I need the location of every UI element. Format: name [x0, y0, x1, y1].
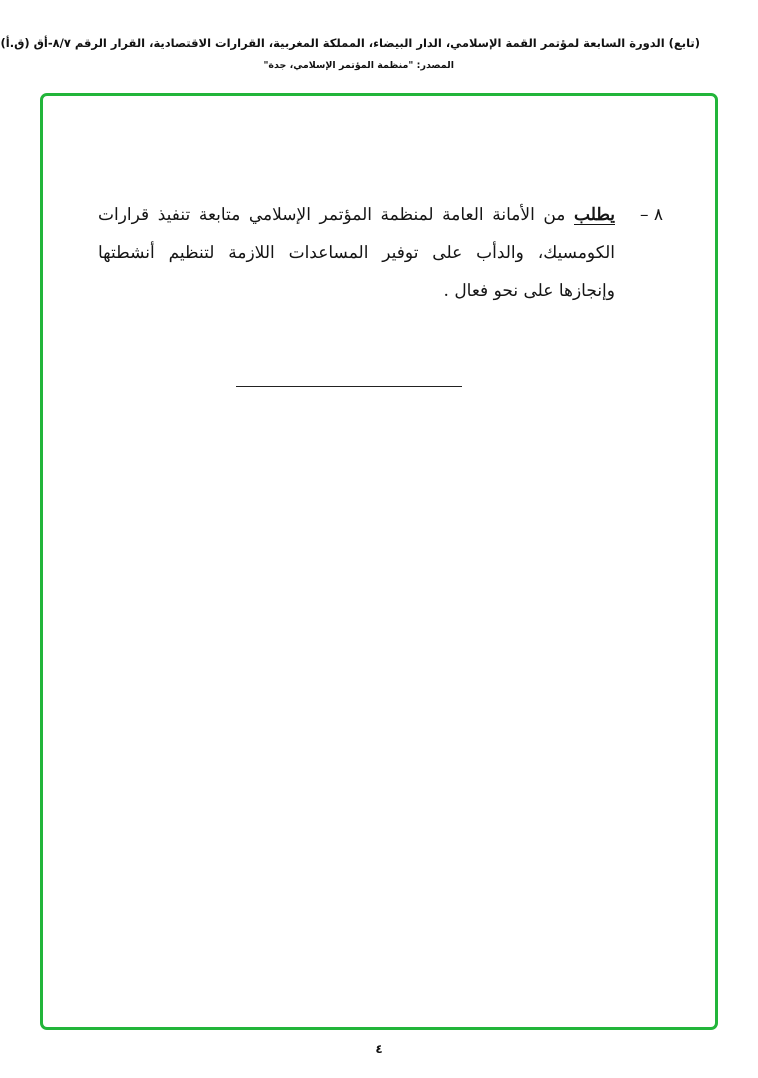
- resolution-item-paragraph: [98, 196, 615, 310]
- resolution-item-number: ٨ –: [639, 205, 663, 225]
- resolution-item: [98, 196, 663, 310]
- section-divider-line: [236, 386, 462, 387]
- document-header-title: (تابع) الدورة السابعة لمؤتمر القمة الإسلامي، الدار البيضاء، المملكة المغربية، القرارات الاقتصادية، القرار الرقم ٨/٧-أق (ق.أ): [0, 36, 700, 50]
- resolution-item-text: من الأمانة العامة لمنظمة المؤتمر الإسلامي متابعة تنفيذ قرارات الكومسيك، والدأب على توفير المساعدات اللازمة لتنظيم أنشطتها وإنجازها على نحو فعال .: [98, 205, 615, 301]
- page-number: ٤: [375, 1042, 383, 1056]
- document-header-source: المصدر: "منظمة المؤتمر الإسلامي، جدة": [263, 60, 454, 71]
- resolution-item-verb: يطلب: [574, 205, 615, 225]
